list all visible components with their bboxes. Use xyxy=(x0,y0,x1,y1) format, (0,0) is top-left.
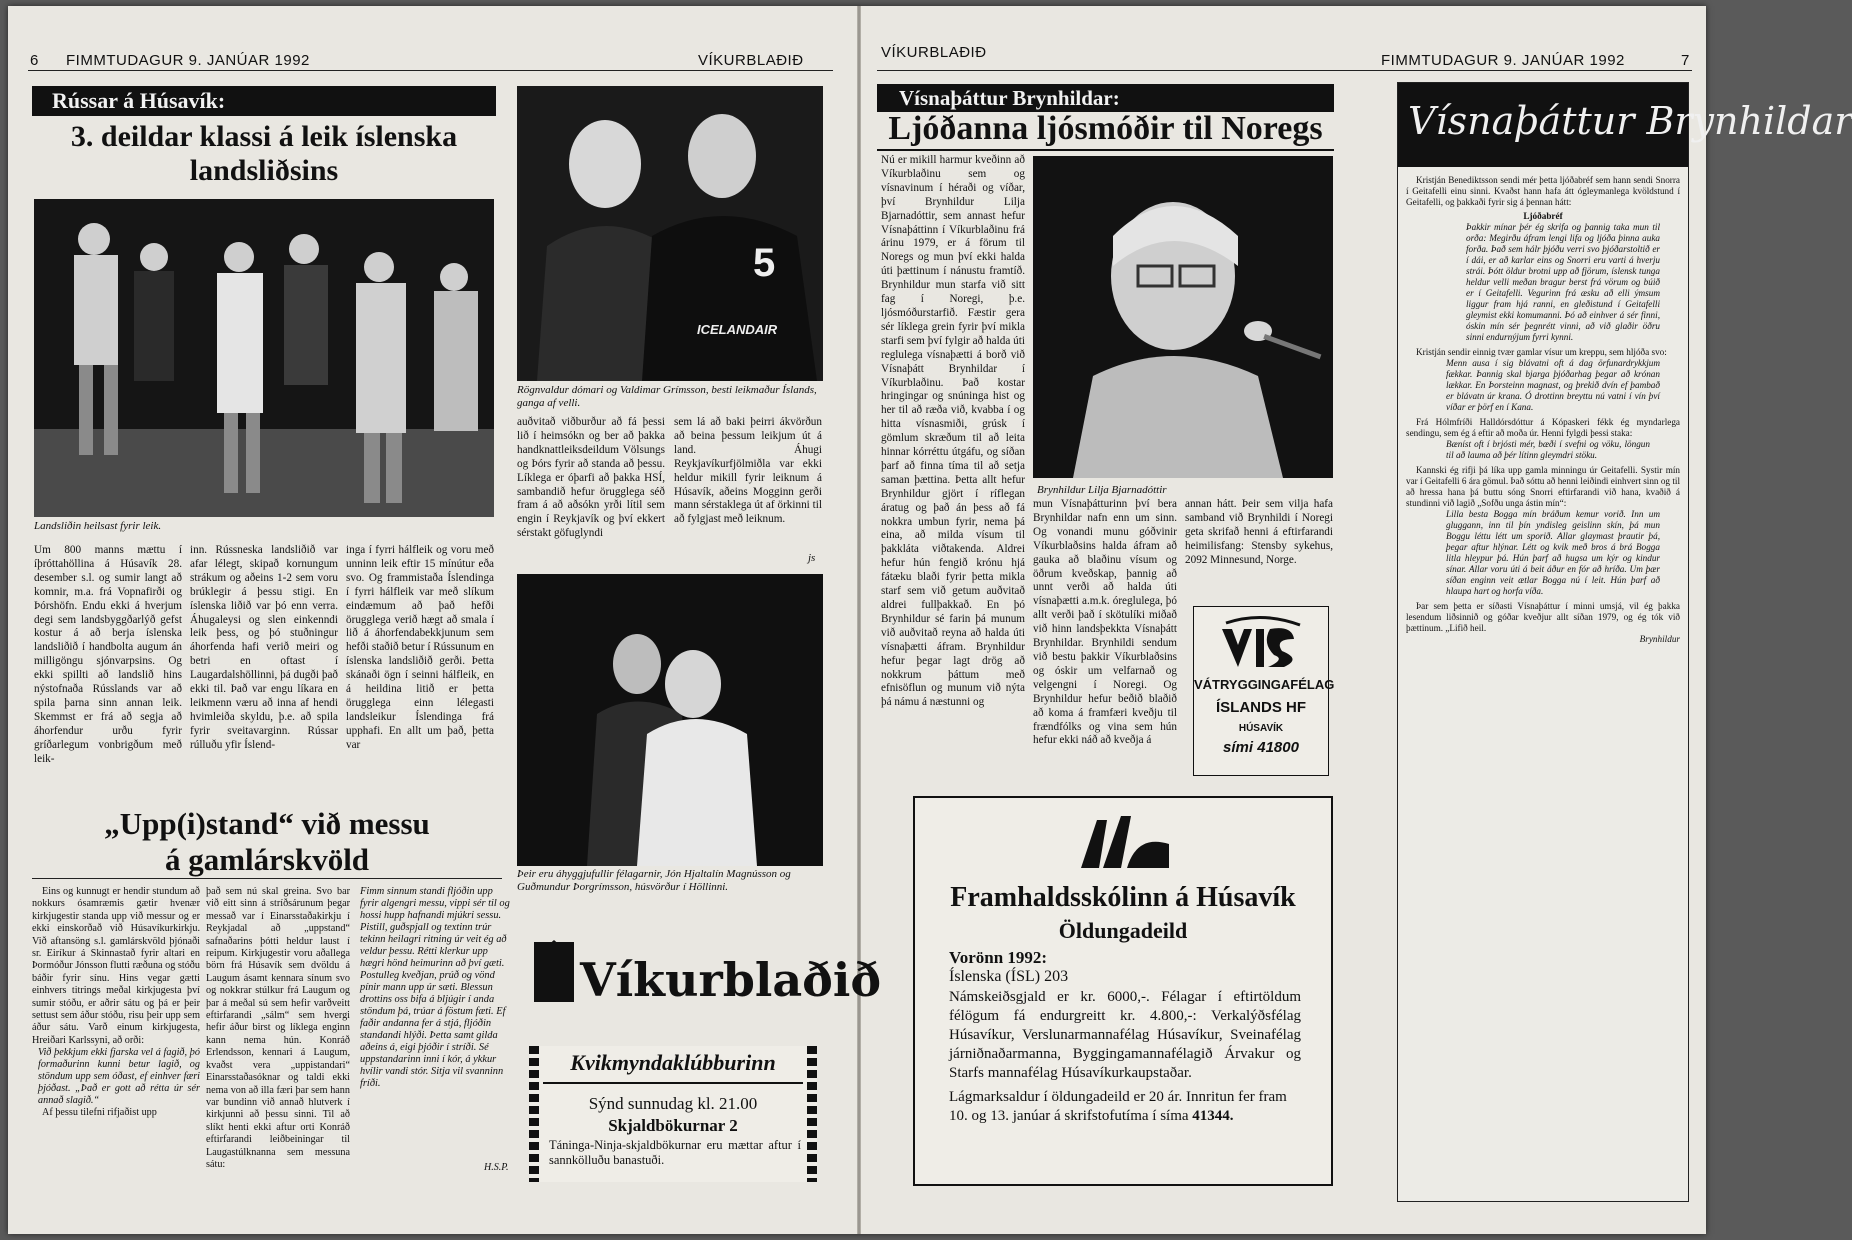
article-kicker: Vísnaþáttur Brynhildar: xyxy=(877,84,1334,112)
verse-column-sidebar xyxy=(1397,82,1852,1202)
page-number: 7 xyxy=(1681,52,1690,69)
article-signature: js xyxy=(808,552,816,564)
insurance-town: HÚSAVÍK xyxy=(1238,723,1284,734)
right-page xyxy=(861,6,1852,1234)
article2-poem-1: Við þekkjum ekki fjarska vel á fagið, þó formaðurinn kunni betur lagið, og stöndum upp sem óðast, ef einhver færi þjóðast. „Það er gott að rétta úr sér annað slagið.“ xyxy=(38,1047,200,1107)
article-column-4: auðvitað viðburður að fá þessi lið í heimsókn og ber að þakka handknattleiksdeildum Völsungs og Þórs fyrir að standa að þessu. Líklega er óþarfi að þakka HSÍ, sambandið hefur örugglega séð fram á að aðsókn yrði lítil sem engin í Reykjavík og því ekkert sérstakt göfuglyndi xyxy=(517,416,665,540)
school-name: Framhaldsskólinn á Húsavík xyxy=(950,882,1296,913)
article-column-5: sem lá að baki þeirri ákvörðun að beina þessum leikjum út á land. Áhugi Reykjavíkurfjölmiðla var ekki heldur mikill fyrir leiknum á Húsavík, aðeins Mogginn gerði mann sérstaklega út af örkinni til að fylgjast með leiknum. xyxy=(674,416,822,526)
sidebar-signature: Brynhildur xyxy=(1639,634,1680,644)
article-column-2: inn. Rússneska landsliðið var afar lélegt, skipað kornungum strákum og aðeins 1-2 sem voru brúklegir á þessu stigi. En íslenska liðið var þó enn verra. Áhugaleysi og slen einkenndi leik þess, og þó stuðningur áhorfenda hafi verið meiri og betri en oftast í Laugardalshöllinni, þá dugði það ekki til. Það var engu líkara en leikmenn væru að inna af hendi hvimleiða skyldu, þ.e. að spila fyrir sveitavarginn. Rússar rúlluðu yfir Íslend- xyxy=(190,544,338,751)
article2-headline xyxy=(32,806,502,878)
sidebar-outro: Þar sem þetta er síðasti Vísnaþáttur í minni umsjá, vil ég þakka lesendum liðsinnið og góðar kveðjur allt síðan 1979, og ég tók við þættinum. „Lifið heil. xyxy=(1406,601,1680,633)
article-column-2: mun Vísnaþátturinn því bera Brynhildar nafn enn um sinn. Og vonandi munu góðvinir Víkurblaðsins halda áfram að gauka að blaðinu vísum og öðrum kveðskap, þannig að unnt verði að halda úti vísnaþætti a.m.k. óreglulega, þó allt verði það í skötulíki miðað við hinn landsþekkta Vísnaþátt Brynhildar. Brynhildi sendum við bestu þakkir Víkurblaðsins og óskir um velfarnað og velgengni í Noregi. Og Brynhildur hefur beðið blaðið að koma á framfæri kveðju til frændfólks og vina sem hún hefur ekki náð að kveðja á xyxy=(1033,498,1177,747)
school-text-2 xyxy=(949,1088,1301,1126)
article2-headline-line1: „Upp(i)stand“ við messu xyxy=(104,806,430,841)
logo-text: Víkurblaðið xyxy=(580,953,881,1007)
sidebar-poem-4: Lilla besta Bogga mín bráðum kemur vorið. Inn um gluggann, inn til þín yndisleg geislinn skín, þá mun Boggu léttu létt um sporið. Allar glaymast þrautir þá, þegar aftur hlýnar. Létt og kvik með bros á brá Bogga litla hleypur þá. Hún þarf að hugsa um kýr og kindur sínar. Allar voru úti á beit áður en fór að hríða. Um þær síðan enginn veit ætlar Bogga nú í leit. Hún þarf að hlaupa hart og horfa víða. xyxy=(1446,509,1660,596)
jersey-number: 5 xyxy=(753,241,776,285)
caretakers-photo xyxy=(517,574,823,866)
article2-poem-2: Fimm sinnum standi fljóðin upp fyrir algengri messu, vippi sér til og hossi hupp hafnandi mjúkri sessu. Pistill, guðspjall og textinn trúr tekinn heilagri ritning úr veit ég að veldur þessu. Rétti klerkur upp hægri hönd heimurinn að því gæti. Postulleg kveðjan, prúð og vönd pínir mann upp úr sæti. Blessun drottins oss bifa á bljúgir í anda stöndum þá, trúar á föstum fæti. Ef faðir andanna fer á stjá, fljóðin standandi hlýði. Þetta samt gilda aðeins á, eigi þjóðir í stríði. Sé uppstandarinn inni í kór, á ykkur hvílir vandi stór. Sitja vil svanninn fríði. xyxy=(360,886,510,1089)
header-date: FIMMTUDAGUR 9. JANÚAR 1992 xyxy=(66,52,310,69)
photo-caption: Brynhildur Lilja Bjarnadóttir xyxy=(1037,484,1167,496)
sidebar-title-banner xyxy=(1398,83,1852,167)
article-column-1: Um 800 manns mættu í íþróttahöllina á Húsavík 28. desember s.l. og sumir langt að komnir, m.a. frá Vopnafirði og Þórshöfn. Endu ekki á hverjum degi sem landsbyggðarlýð gefst kostur á að berja íslenska landsliðið í handbolta augum án milligöngu sjónvarpsins. Og ekki spillti að landslið hins nýstofnaða Rússlands var að spila þarna sinn annan leik. Skemmst er frá að segja að áhorfendur urðu fyrir gríðarlegum vonbrigðum með leik- xyxy=(34,544,182,765)
article-headline: Ljóðanna ljósmóðir til Noregs xyxy=(888,110,1323,147)
article2-signature: H.S.P. xyxy=(484,1162,509,1173)
sidebar-poem-1: Þakkir mínar þér ég skrifa og þannig taka mun til orða: Megirðu áfram lengi lifa og ljóða þinna auka forða. Það sem hálr þjóðu verri svo þjóðarstoltið er í dái, er að karlar eins og Snorri eru varti á hverju strái. Þótt öldur brotni upp að fjörum, íslensk tunga heldur velli meðan bragur berst frá vörum og búið er í Geitafelli. Vegurinn frá æsku að elli ýmsum liggur fram hjá ranni, en gleðistund í Geitafelli gleymist ekki komumanni. Þó að einhver á sér finni, óskin mín sér þegnrétt vinni, að við glaðir öðru sinni endurnýjum fyrri kynni. xyxy=(1466,222,1660,342)
article2-col1-end: Af þessu tilefni rifjaðist upp xyxy=(42,1107,157,1119)
sidebar-mid-1: Kristján sendir einnig tvær gamlar vísur um kreppu, sem hljóða svo: xyxy=(1416,347,1667,357)
school-logo-icon xyxy=(1077,810,1173,870)
sidebar-poem-title: Ljóðabréf xyxy=(1523,211,1563,221)
article-headline: 3. deildar klassi á leik íslenska landsliðsins xyxy=(70,120,458,187)
header-rule xyxy=(877,70,1692,71)
sidebar-title: Vísnaþáttur Brynhildar xyxy=(1408,99,1852,143)
film-club-time: Sýnd sunnudag kl. 21.00 xyxy=(588,1094,758,1113)
film-club-desc: Táninga-Ninja-skjaldbökurnar eru mættar aftur í sannkölluðu banastuði. xyxy=(549,1138,801,1167)
insurance-name: VÁTRYGGINGAFÉLAG xyxy=(1194,677,1335,692)
insurance-ad xyxy=(1193,606,1335,776)
header-paper: VÍKURBLAÐIÐ xyxy=(698,52,804,69)
article2-column-2: það sem nú skal greina. Svo bar við eitt sinn á stríðsárunum þegar messað var í Einarsstaðakirkju í Reykjadal að „uppstand“ safnaðarins þótti heldur laust í reipum. Kirkjugestir voru aðallega börn frá Húsavík sem dvöldu á Laugum ásamt kennara sínum svo og nokkrar stúlkur frá Laugum og þar á meðal sú sem hefir varðveitt eftirfarandi „sálm“ sem hvergi hefir áður birst og líklega enginn kann nema hún. Konráð Erlendsson, kennari á Laugum, kvaðst vera „uppistandari“ Einarsstaðasóknar og taldi ekki nema von að illa færi þar sem hann var bundinn við annað hlutverk í kirkjunni að þessu sinni. Til að slíkt henti ekki aftur orti Konráð eftirfarandi leiðbeiningar til Laugastúlknanna sem messuna sátu: xyxy=(206,886,350,1170)
article2-headline-line2: á gamlárskvöld xyxy=(164,842,370,877)
film-club-rule xyxy=(543,1082,803,1084)
vikurbladid-logo xyxy=(528,934,881,1014)
photo-caption-3: Þeir eru áhyggjufullir félagarnir, Jón Hjaltalín Magnússon og Guðmundur Þorgrímsson, húsvörður í Höllinni. xyxy=(517,868,791,893)
newspaper-spread xyxy=(8,6,1852,1234)
page-number: 6 xyxy=(30,52,39,69)
sidebar-poem-2: Menn ausa í sig blávatni oft á dag örfunardrykkjum fækkar. Þannig skal bjarga þjóðarhag þegar að krónan lækkar. En Þorsteinn magnast, og þrekið dvín ef þambað er blávatn úr krana. Ó drottinn breyttu nú vatni í vín því víðar er þörf en í Kana. xyxy=(1446,358,1660,412)
school-ad xyxy=(913,796,1333,1186)
article2-rule xyxy=(32,878,502,879)
brynhildur-photo xyxy=(1033,156,1333,478)
left-page xyxy=(8,6,881,1234)
header-paper: VÍKURBLAÐIÐ xyxy=(881,44,987,61)
article-column-1: Nú er mikill harmur kveðinn að Víkurblaðinu sem og vísnavinum í héraði og víðar, því Brynhildur Lilja Bjarnadóttir, sem annast hefur Vísnaþáttinn í Víkurblaðinu frá árinu 1979, er á förum til Noregs og mun því ekki halda úti þættinum í nánustu framtíð. Brynhildur mun starfa við sitt fag í Noregi, þ.e. ljósmóðurstarfið. Fæstir gera sér líklega grein fyrir því mikla starfi sem því fylgir að halda úti reglulega vísnaþætti á borð við Vísnaþátt Brynhildar í Víkurblaðinu. Það kostar hringingar og snúninga hist og her til að ræða við, kvabba í og hitta vísnasmiði, grúsk í gömlum skræðum til að leita hinnar kórréttu útgáfu, og síðan þarf að finna tíma til að setja saman þættina. Þetta allt hefur Brynhildur gjört í ríflegan áratug og það án þess að fá nokkra umbun fyrir, nema þá eina, að milda vísum til þakkláta viðtakenda. Aldrei hefur hún fengið krónu hjá fátæku blaði fyrir þetta mikla starf sem við getum auðvitað aldrei fullþakkað. En þó Brynhildur sé farin þá munum við auðvitað reyna að halda úti vísnaþætti áfram. Brynhildur hefur þegar lagt drög að nokkrum þáttum með efnisöflun og munum við nýta þá námu á næstunni og xyxy=(881,154,1025,709)
school-department: Öldungadeild xyxy=(1058,918,1188,943)
photo-caption: Landsliðin heilsast fyrir leik. xyxy=(34,520,162,532)
sidebar-body xyxy=(1406,175,1680,1195)
school-text-1: Námskeiðsgjald er kr. 6000,-. Félagar í eftirtöldum félögum fá endurgreitt kr. 4.800,-: Verkalýðsfélag Húsavíkur, Verslunarmannafélag Húsavíkur, Sveinafélag járniðnaðarmanna, Byggingamannafélagið Árvakur og Starfs mannafélag Húsavíkurkaupstaðar. xyxy=(949,989,1301,1081)
referee-player-photo xyxy=(517,86,823,381)
headline-rule xyxy=(877,149,1334,151)
sidebar-poem-3: Bæníst oft í brjósti mér, bæði í svefni og vöku, löngun til að lauma að þér lítinn gleymdri stöku. xyxy=(1446,439,1650,460)
article2-column-1 xyxy=(32,886,200,1176)
article-kicker: Rússar á Húsavík: xyxy=(32,86,496,116)
school-term: Vorönn 1992: xyxy=(949,948,1048,967)
photo-caption-2: Rögnvaldur dómari og Valdimar Grímsson, besti leikmaður Íslands, ganga af velli. xyxy=(517,384,817,409)
school-phone: 41344. xyxy=(1192,1108,1234,1124)
film-club-movie: Skjaldbökurnar 2 xyxy=(608,1116,738,1135)
school-course: Íslenska (ÍSL) 203 xyxy=(949,968,1069,985)
header-date: FIMMTUDAGUR 9. JANÚAR 1992 xyxy=(1381,52,1625,69)
sidebar-mid-2: Frá Hólmfríði Halldórsdóttur á Kópaskeri fékk ég myndarlega sendingu, sem ég á eftir að moða úr. Henni fylgdi þessi staka: xyxy=(1406,417,1680,438)
handball-teams-photo xyxy=(34,199,494,517)
film-strip-left xyxy=(529,1046,539,1182)
insurance-name-2: ÍSLANDS HF xyxy=(1216,699,1306,716)
sidebar-intro: Kristján Benediktsson sendi mér þetta ljóðabréf sem hann sendi Snorra í Geitafelli einu sinni. Kvaðst hann hafa átt ógleymanlega kvöldstund í Geitafelli, og þakkaði fyrir sig á þennan hátt: xyxy=(1406,175,1680,207)
article2-col1-text: Eins og kunnugt er hendir stundum að nokkurs ósamræmis gætir hvenær kirkjugestir standa upp við messur og er ekki einskorðað við Húsavíkurkirkju. Við aftansöng s.l. gamlárskvöld þjónaði sr. Eiríkur á Skinnastað fyrir altari en Þormóður Jónsson flutti ræðuna og stóðu báðir fyrir sínu. Hins vegar gætti einhvers titrings meðal kirkjugesta því sumir stóðu, er aðrir sátu og þá er þeir settust sem áður stóðu, risu þeir upp sem áður sátu. Varð einum kirkjugesta, Hreiðari Karlssyni, að orði: xyxy=(32,886,200,1046)
sidebar-mid-3: Kannski ég rifji þá líka upp gamla minningu úr Geitafelli. Systir mín var í Geitafelli 6 ára gömul. Það sóttu að henni leiðindi einhvert sinn og til að hressa hana þá buttu sóng Snorri eftirfarandi við hana, kvaðið á stundinni við lagið „Sofðu unga ástin mín“: xyxy=(1406,465,1680,508)
school-text-2-body: Lágmarksaldur í öldungadeild er 20 ár. Innritun fer fram 10. og 13. janúar á skrifstofutíma í síma xyxy=(949,1089,1287,1124)
article-column-3: inga í fyrri hálfleik og voru með unninn leik eftir 15 mínútur eða svo. Og frammistaða Íslendinga í fyrri hálfleik var með slíkum eindæmum að það hefði örugglega verið hægt að smala í lið á áhorfendabekkjunum sem hefði staðið betur í Rússunum en íslenska landsliðið gerði. Þetta skánaði ögn í seinni hálfleik, en á heildina litið er þetta örugglega einn lélegasti landsleikur Íslendinga frá upphafi. En allt um það, þetta var xyxy=(346,544,494,751)
article-column-3: annan hátt. Þeir sem vilja hafa samband við Brynhildi í Noregi geta skrifað henni á eftirfarandi heimilisfang: Stensby sykehus, 2092 Minnesund, Norge. xyxy=(1185,498,1333,566)
vis-logo-icon xyxy=(1222,615,1302,671)
header-rule xyxy=(28,70,833,71)
film-club-title: Kvikmyndaklúbburinn xyxy=(570,1050,776,1075)
jersey-sponsor: ICELANDAIR xyxy=(697,322,778,337)
film-strip-right xyxy=(807,1046,817,1182)
film-club-ad xyxy=(529,1046,817,1182)
insurance-phone: sími 41800 xyxy=(1223,739,1299,756)
